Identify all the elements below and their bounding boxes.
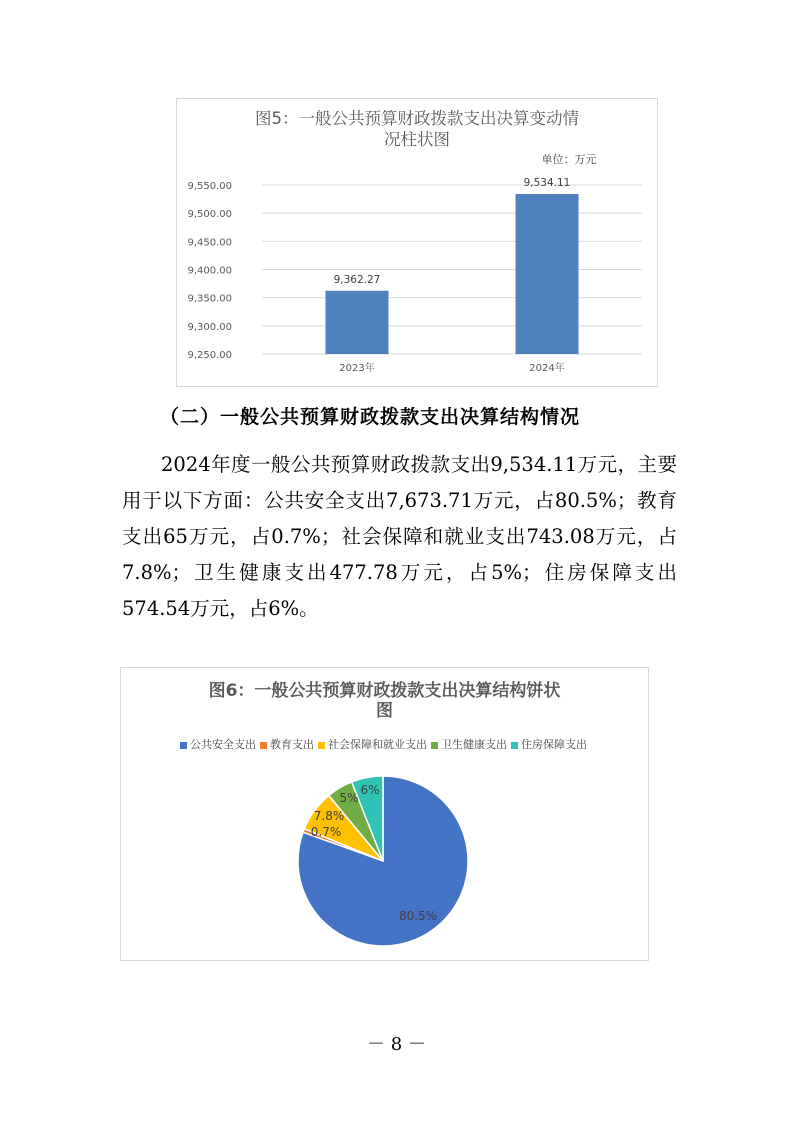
y-tick-label: 9,350.00 (187, 293, 232, 305)
legend-swatch (431, 742, 438, 749)
page-number: － 8 － (367, 1034, 426, 1055)
legend-item (318, 736, 427, 752)
bar (326, 291, 389, 354)
legend-item (431, 736, 507, 752)
legend-swatch (511, 742, 518, 749)
legend-item (260, 736, 314, 752)
legend-label: 社会保障和就业支出 (328, 738, 427, 751)
legend-label: 卫生健康支出 (441, 738, 507, 751)
bar-chart-title-line1: 图5：一般公共预算财政拨款支出决算变动情 (255, 109, 579, 128)
pie-data-label: 80.5% (398, 909, 438, 923)
bar-chart-plot (177, 99, 657, 386)
x-category-label: 2023年 (339, 363, 375, 374)
legend-item (180, 736, 256, 752)
legend-swatch (180, 742, 187, 749)
y-tick-label: 9,250.00 (187, 350, 232, 361)
section-heading: （二）一般公共预算财政拨款支出决算结构情况 (160, 406, 581, 428)
pie-chart-title-line1: 图6：一般公共预算财政拨款支出决算结构饼状 (208, 681, 561, 701)
bar-data-label: 9,362.27 (333, 273, 381, 286)
bar-data-label: 9,534.11 (523, 176, 571, 189)
pie-chart-title-line2: 图 (376, 701, 393, 721)
pie-data-label: 0.7% (310, 825, 342, 839)
x-category-label: 2024年 (529, 363, 565, 374)
pie-chart-plot (121, 668, 648, 960)
pie-data-label: 7.8% (313, 809, 345, 823)
pie-data-label: 6% (360, 783, 380, 797)
y-tick-label: 9,400.00 (187, 265, 232, 277)
bar-chart-unit: 单位：万元 (541, 153, 597, 166)
y-tick-label: 9,500.00 (187, 209, 232, 221)
bar-chart-title-line2: 况柱状图 (384, 130, 450, 149)
y-tick-label: 9,300.00 (187, 321, 232, 333)
legend-swatch (260, 742, 267, 749)
y-tick-label: 9,550.00 (187, 181, 232, 192)
pie-data-label: 5% (339, 791, 359, 805)
bar (516, 194, 579, 354)
legend-swatch (318, 742, 325, 749)
pie-legend (120, 736, 647, 752)
pie-chart (120, 667, 649, 961)
y-tick-label: 9,450.00 (187, 237, 232, 249)
legend-label: 公共安全支出 (190, 738, 256, 751)
legend-label: 教育支出 (270, 738, 314, 751)
legend-item (511, 736, 587, 752)
legend-label: 住房保障支出 (521, 738, 587, 751)
bar-chart (176, 98, 658, 387)
body-paragraph: 2024年度一般公共预算财政拨款支出9,534.11万元，主要用于以下方面：公共安全支出7,673.71万元，占80.5%；教育支出65万元，占0.7%；社会保障和就业支出743.08万元，占7.8%；卫生健康支出477.78万元，占5%；住房保障支出574.54万元，占6%。 (122, 453, 677, 620)
